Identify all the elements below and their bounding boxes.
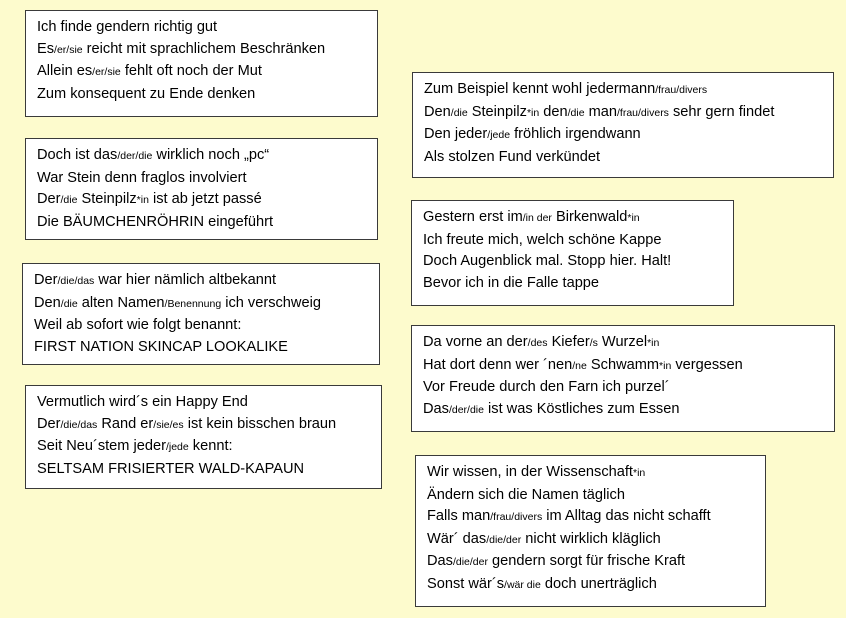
line-text: Zum Beispiel kennt wohl jedermann (424, 81, 656, 97)
gender-suffix: /die (567, 106, 585, 119)
gender-suffix: /frau/divers (490, 511, 543, 524)
line-text: Zum konsequent zu Ende denken (37, 85, 256, 102)
gender-suffix: /s (589, 337, 598, 349)
line-text: SELTSAM FRISIERTER WALD-KAPAUN (37, 460, 305, 477)
line-text: im Alltag das nicht schafft (542, 508, 711, 525)
line-text: Den (424, 103, 451, 120)
poem-line (427, 485, 755, 507)
line-text: Weil ab sofort wie folgt benannt: (34, 317, 242, 334)
line-text: vergessen (671, 356, 743, 373)
line-text: Das (423, 400, 449, 417)
line-text: Das (427, 553, 453, 570)
poem-line (37, 436, 371, 459)
line-text: doch unerträglich (540, 575, 657, 592)
line-text: wirklich noch „pc“ (152, 147, 270, 163)
line-text: Der (37, 191, 61, 208)
line-text: Der (34, 272, 58, 288)
poem-line (427, 506, 755, 529)
line-text: Allein es (37, 63, 93, 80)
gender-suffix: /die/das (57, 275, 95, 287)
gender-suffix: /er/sie (54, 43, 83, 56)
line-text: ist was Köstliches zum Essen (483, 400, 680, 417)
gender-suffix: /ne (572, 359, 587, 372)
poem-line (37, 17, 367, 39)
poem-line (427, 529, 755, 552)
line-text: War Stein denn fraglos involviert (37, 169, 247, 186)
line-text: Falls man (427, 508, 491, 525)
line-text: Doch Augenblick mal. Stopp hier. Halt! (423, 253, 672, 270)
poem-line (34, 337, 369, 359)
line-text: gendern sorgt für frische Kraft (487, 553, 686, 570)
line-text: Ich finde gendern richtig gut (37, 19, 218, 35)
poem-line (424, 102, 823, 125)
gender-suffix: *in (627, 212, 640, 224)
gender-suffix: /die/das (60, 418, 98, 431)
poem-line (424, 124, 823, 147)
gender-suffix: /der/die (448, 403, 484, 416)
gender-suffix: /jede (487, 129, 511, 142)
poem-line (427, 574, 755, 597)
stanza-6 (411, 200, 734, 306)
line-text: Vor Freude durch den Farn ich purzel´ (423, 379, 670, 396)
poem-line (37, 414, 371, 437)
poem-line (37, 459, 371, 481)
stanza-5 (412, 72, 834, 178)
poem-line (427, 462, 755, 485)
line-text: Da vorne an der (423, 334, 528, 350)
poem-line (37, 84, 367, 106)
poem-line (423, 399, 824, 422)
line-text: Den (34, 294, 61, 311)
poem-line (423, 332, 824, 355)
poem-line (37, 189, 367, 212)
line-text: Gestern erst im (423, 209, 523, 225)
line-text: Als stolzen Fund verkündet (424, 148, 601, 165)
line-text: Schwamm (586, 356, 660, 373)
poem-line (34, 293, 369, 316)
line-text: Kiefer (547, 334, 590, 350)
line-text: FIRST NATION SKINCAP LOOKALIKE (34, 338, 288, 355)
line-text: Ändern sich die Namen täglich (427, 486, 625, 503)
stanza-7 (411, 325, 835, 432)
gender-suffix: /wär die (504, 578, 541, 591)
line-text: Sonst wär´s (427, 575, 505, 592)
poem-line (424, 147, 823, 169)
line-text: Bevor ich in die Falle tappe (423, 274, 600, 291)
stanza-3 (22, 263, 380, 365)
stanza-4 (25, 385, 382, 489)
gender-suffix: *in (647, 337, 660, 349)
poem-line (37, 145, 367, 168)
gender-suffix: /des (527, 337, 548, 349)
line-text: Hat dort denn wer ´nen (423, 356, 573, 373)
line-text: Vermutlich wird´s ein Happy End (37, 394, 248, 410)
gender-suffix: /er/sie (92, 66, 121, 79)
poem-line (423, 377, 824, 399)
line-text: den (539, 103, 568, 120)
poem-line (423, 251, 723, 273)
gender-suffix: /die (60, 297, 78, 310)
stanza-1 (25, 10, 378, 117)
gender-suffix: *in (526, 106, 540, 119)
poem-line (34, 270, 369, 293)
line-text: Es (37, 40, 55, 57)
line-text: Rand er (97, 415, 154, 432)
line-text: man (584, 103, 617, 120)
line-text: reicht mit sprachlichem Beschränken (82, 40, 326, 57)
gender-suffix: *in (633, 467, 646, 479)
poem-line (423, 230, 723, 252)
poem-line (37, 212, 367, 234)
line-text: ist kein bisschen braun (183, 415, 337, 432)
line-text: Wir wissen, in der Wissenschaft (427, 464, 633, 480)
line-text: alten Namen (77, 294, 165, 311)
line-text: Der (37, 415, 61, 432)
line-text: Den jeder (424, 126, 488, 143)
gender-suffix: /in der (522, 212, 552, 224)
gender-suffix: /der/die (117, 150, 153, 162)
poem-line (423, 273, 723, 295)
line-text: Steinpilz (467, 103, 527, 120)
line-text: nicht wirklich kläglich (521, 530, 661, 547)
stanza-2 (25, 138, 378, 240)
line-text: Die BÄUMCHENRÖHRIN eingeführt (37, 213, 273, 230)
poem-line (37, 392, 371, 414)
poem-line (34, 315, 369, 337)
gender-suffix: /die/der (452, 556, 488, 569)
line-text: Wurzel (597, 334, 648, 350)
poem-line (424, 79, 823, 102)
poem-line (427, 551, 755, 574)
line-text: ich verschweig (221, 294, 321, 311)
line-text: fehlt oft noch der Mut (120, 63, 262, 80)
stanza-8 (415, 455, 766, 607)
line-text: war hier nämlich altbekannt (94, 272, 276, 288)
poem-line (423, 355, 824, 378)
gender-suffix: /Benennung (164, 297, 222, 310)
poem-line (37, 168, 367, 190)
gender-suffix: *in (659, 359, 672, 372)
gender-suffix: /die/der (486, 533, 522, 546)
line-text: Birkenwald (551, 209, 628, 225)
line-text: fröhlich irgendwann (510, 126, 641, 143)
line-text: sehr gern findet (668, 103, 775, 120)
line-text: Steinpilz (77, 191, 137, 208)
gender-suffix: /frau/divers (617, 106, 669, 119)
line-text: Seit Neu´stem jeder (37, 438, 166, 455)
gender-suffix: *in (136, 194, 149, 207)
gender-suffix: /jede (165, 441, 189, 454)
poem-line (37, 39, 367, 62)
gender-suffix: /die (450, 106, 468, 119)
poem-line (37, 61, 367, 84)
line-text: Doch ist das (37, 147, 118, 163)
line-text: Wär´ das (427, 530, 487, 547)
poem-line (423, 207, 723, 230)
gender-suffix: /frau/divers (655, 84, 708, 96)
gender-suffix: /sie/es (153, 418, 184, 431)
line-text: kennt: (188, 438, 233, 455)
line-text: ist ab jetzt passé (148, 191, 262, 208)
line-text: Ich freute mich, welch schöne Kappe (423, 231, 662, 248)
gender-suffix: /die (60, 194, 78, 207)
